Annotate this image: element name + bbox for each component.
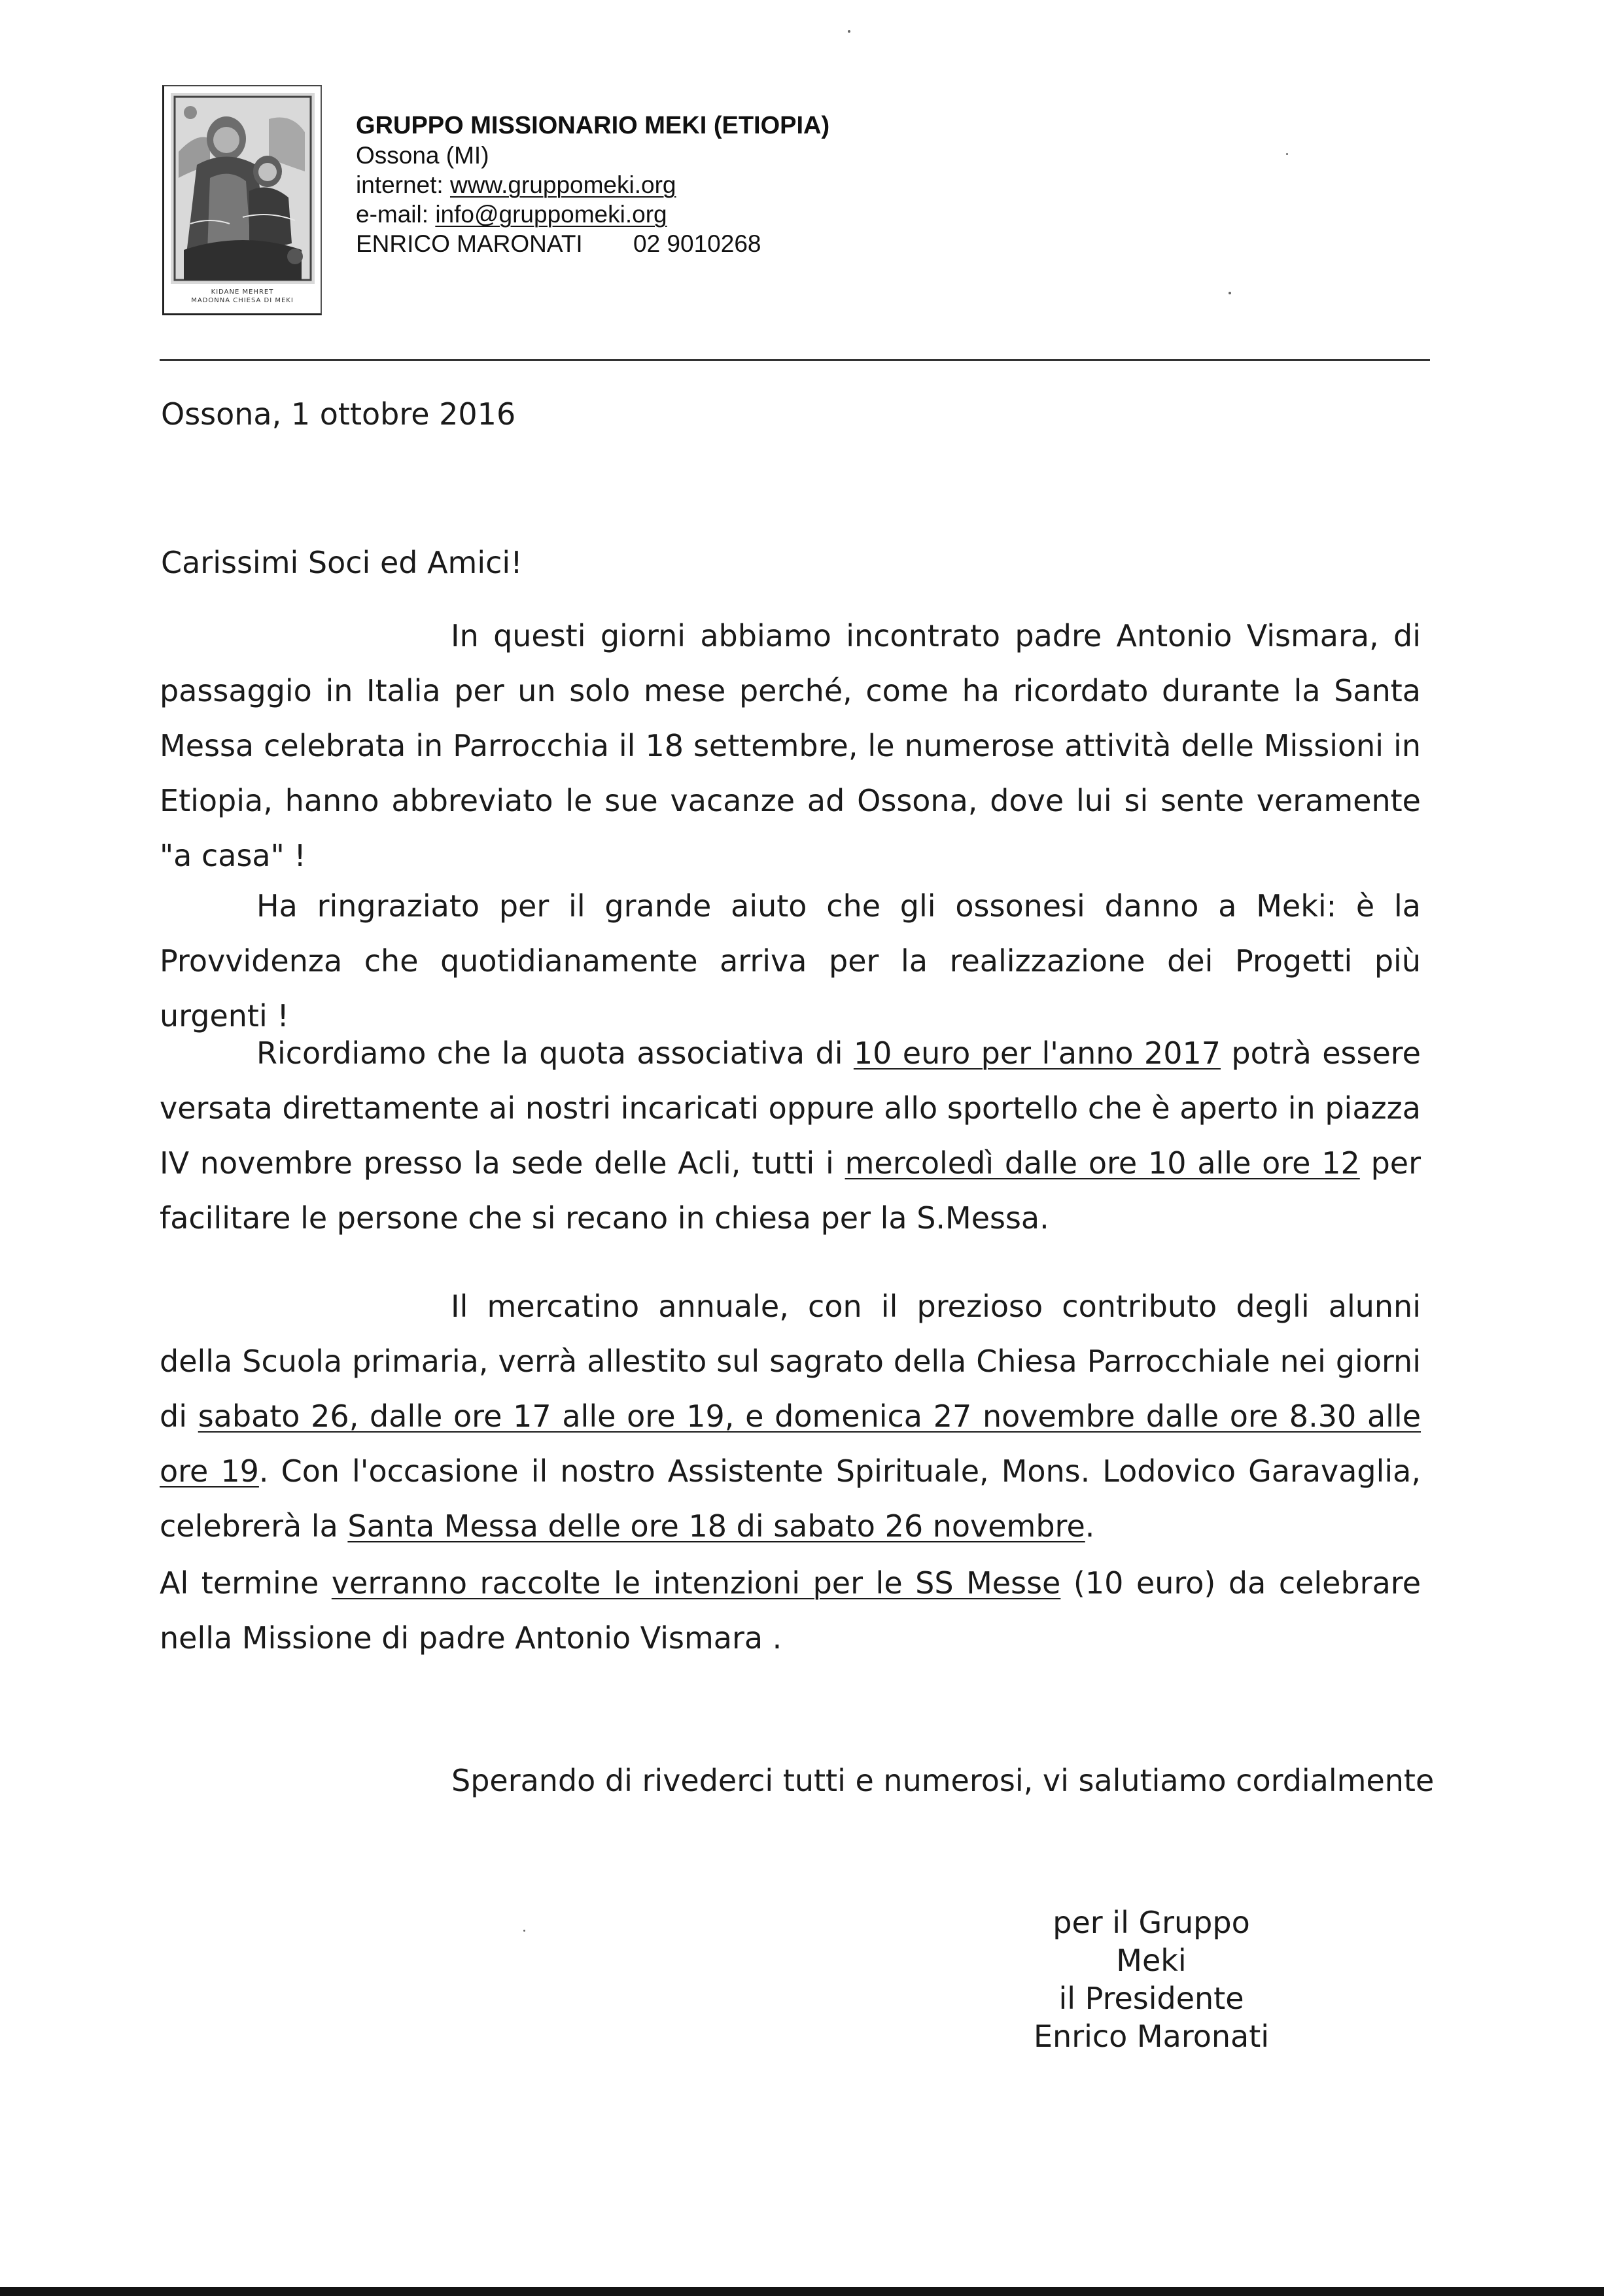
membership-fee: 10 euro per l'anno 2017 [853,1035,1221,1071]
contact-phone: 02 9010268 [633,230,761,257]
email-link[interactable]: info@gruppomeki.org [435,201,667,228]
membership-text: per facilitare le persone che si recano in chiesa per la S.Messa. [160,1145,1421,1236]
organization-location: Ossona (MI) [356,142,489,169]
signature-line: per il Gruppo Meki [1053,1905,1250,1978]
logo-caption-line: KIDANE MEHRET [211,288,274,296]
closing-line: Sperando di rivederci tutti e numerosi, vi salutiamo cordialmente [451,1763,1435,1798]
market-text: . [1085,1508,1095,1544]
email-line [356,200,829,229]
intentions-text: (10 euro) da celebrare nella Missione di padre Antonio Vismara . [160,1565,1421,1656]
mass-time: Santa Messa delle ore 18 di sabato 26 novembre [347,1508,1085,1544]
paragraph-intentions [160,1556,1421,1665]
scan-edge [0,2287,1604,2296]
scan-speck [523,1930,525,1932]
paragraph-thanks: Ha ringraziato per il grande aiuto che gli ossonesi danno a Meki: è la Provvidenza che quotidianamente arriva per la realizzazione dei Progetti più urgenti ! [160,888,1421,1034]
logo-caption-line: MADONNA CHIESA DI MEKI [191,297,294,304]
greeting: Carissimi Soci ed Amici! [161,545,523,580]
logo-caption [164,288,321,305]
scan-speck [1229,292,1231,294]
email-label: e-mail: [356,201,429,228]
scan-speck [1286,153,1288,155]
market-text: Il mercatino annuale, con il prezioso contributo degli alunni della Scuola primaria, verrà allestito sul sagrato della Chiesa Parrocchiale nei giorni di [160,1289,1421,1434]
contact-line [356,229,829,258]
header-divider [160,359,1430,361]
intentions-collection: verranno raccolte le intenzioni per le SS Messe [331,1565,1061,1601]
paragraph-market [160,1279,1421,1554]
intentions-text: Al termine [160,1565,332,1601]
date-line: Ossona, 1 ottobre 2016 [161,396,516,432]
membership-text: potrà essere versata direttamente ai nostri incaricati oppure allo sportello che è aperto in piazza IV novembre presso la sede delle Acli, tutti i [160,1035,1421,1181]
market-text: . Con l'occasione il nostro Assistente Spirituale, Mons. Lodovico Garavaglia, celebrerà la [160,1453,1421,1544]
website-link[interactable]: www.gruppomeki.org [449,171,676,198]
signature-line: il Presidente [1058,1981,1244,2016]
contact-name: ENRICO MARONATI [356,230,583,257]
paragraph-membership [160,1026,1421,1245]
membership-hours: mercoledì dalle ore 10 alle ore 12 [845,1145,1360,1181]
signature-line: Enrico Maronati [1033,2019,1270,2054]
scan-speck [848,30,850,33]
website-line [356,170,829,200]
paragraph-visit: In questi giorni abbiamo incontrato padre Antonio Vismara, di passaggio in Italia per un solo mese perché, come ha ricordato durante la Santa Messa celebrata in Parrocchia il 18 settembre, le numerose attività delle Missioni in Etiopia, hanno abbreviato le sue vacanze ad Ossona, dove lui si sente veramente "a casa" ! [160,618,1421,873]
organization-name: GRUPPO MISSIONARIO MEKI (ETIOPIA) [356,112,830,139]
website-label: internet: [356,171,444,198]
madonna-icon [171,93,315,284]
letterhead [356,111,829,258]
signature-block [1020,1904,1282,2055]
market-dates: sabato 26, dalle ore 17 alle ore 19, e domenica 27 novembre dalle ore 8.30 alle ore 19 [160,1399,1421,1489]
madonna-logo [162,85,322,315]
membership-text: Ricordiamo che la quota associativa di [256,1035,854,1071]
